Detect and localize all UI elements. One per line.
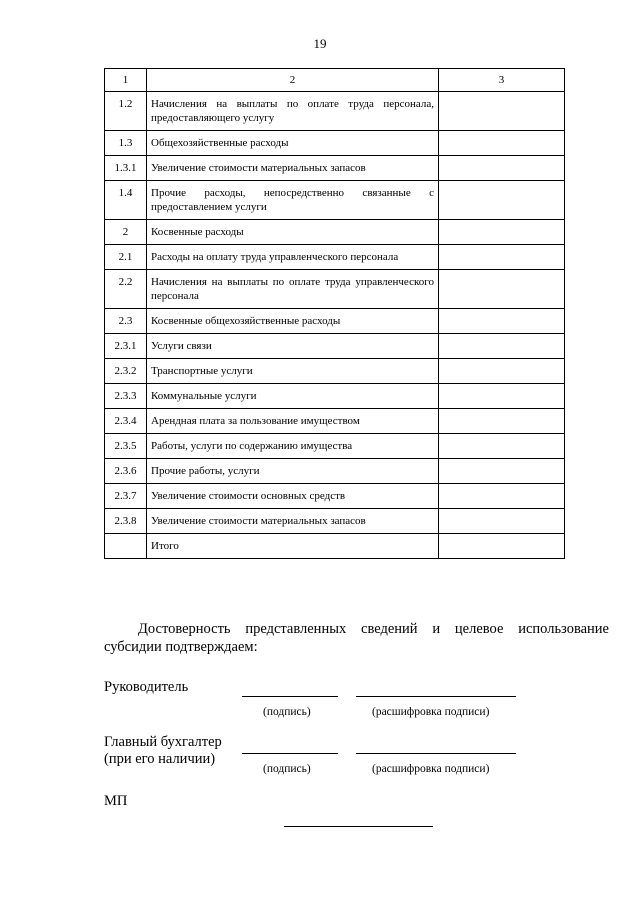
- row-value: [439, 220, 565, 245]
- table-row: [105, 181, 565, 220]
- row-number: 2.3.3: [105, 384, 147, 409]
- row-description: Транспортные услуги: [147, 359, 439, 384]
- head-signature-caption: (подпись): [263, 706, 311, 718]
- row-description: Косвенные общехозяйственные расходы: [147, 309, 439, 334]
- row-number: 2.3.5: [105, 434, 147, 459]
- table-row: [105, 245, 565, 270]
- row-value: [439, 270, 565, 309]
- row-number: 1.4: [105, 181, 147, 220]
- row-value: [439, 359, 565, 384]
- row-description: Услуги связи: [147, 334, 439, 359]
- row-description: Работы, услуги по содержанию имущества: [147, 434, 439, 459]
- row-value: [439, 509, 565, 534]
- table-row: [105, 220, 565, 245]
- header-col-3: 3: [439, 69, 565, 92]
- row-value: [439, 92, 565, 131]
- row-description: Общехозяйственные расходы: [147, 131, 439, 156]
- table-row: [105, 92, 565, 131]
- row-value: [439, 409, 565, 434]
- header-col-2: 2: [147, 69, 439, 92]
- row-number: 2.3.1: [105, 334, 147, 359]
- row-value: [439, 156, 565, 181]
- row-description: Прочие расходы, непосредственно связанные с предоставлением услуги: [147, 181, 439, 220]
- table-row: [105, 309, 565, 334]
- row-number: 2.3.4: [105, 409, 147, 434]
- confirmation-text: Достоверность представленных сведений и целевое использование субсидии подтверждаем:: [104, 621, 609, 655]
- accountant-label: Главный бухгалтер: [104, 734, 222, 750]
- row-value: [439, 309, 565, 334]
- row-number: 1.2: [105, 92, 147, 131]
- row-value: [439, 434, 565, 459]
- row-value: [439, 534, 565, 559]
- row-description: Коммунальные услуги: [147, 384, 439, 409]
- table-row: [105, 484, 565, 509]
- row-value: [439, 334, 565, 359]
- table-row: [105, 509, 565, 534]
- row-description: Косвенные расходы: [147, 220, 439, 245]
- table-row: [105, 334, 565, 359]
- table-row: [105, 359, 565, 384]
- row-number: 2: [105, 220, 147, 245]
- row-value: [439, 484, 565, 509]
- table-header-row: [105, 69, 565, 92]
- row-number: 2.3.6: [105, 459, 147, 484]
- table-row: [105, 270, 565, 309]
- table-row: [105, 409, 565, 434]
- row-description: Начисления на выплаты по оплате труда персонала, предоставляющего услугу: [147, 92, 439, 131]
- table-row: [105, 434, 565, 459]
- row-number: 2.3.8: [105, 509, 147, 534]
- head-label: Руководитель: [104, 679, 189, 695]
- row-description: Увеличение стоимости материальных запасов: [147, 156, 439, 181]
- row-description: Итого: [147, 534, 439, 559]
- row-description: Арендная плата за пользование имуществом: [147, 409, 439, 434]
- row-description: Увеличение стоимости материальных запасов: [147, 509, 439, 534]
- head-decoding-line: [356, 696, 516, 697]
- row-description: Увеличение стоимости основных средств: [147, 484, 439, 509]
- row-number: 1.3.1: [105, 156, 147, 181]
- bottom-line: [284, 826, 433, 827]
- row-number: 2.2: [105, 270, 147, 309]
- row-description: Расходы на оплату труда управленческого персонала: [147, 245, 439, 270]
- accountant-signature-line: [242, 753, 338, 754]
- row-value: [439, 245, 565, 270]
- row-number: 2.1: [105, 245, 147, 270]
- table-row: [105, 156, 565, 181]
- row-value: [439, 131, 565, 156]
- row-number: [105, 534, 147, 559]
- head-decoding-caption: (расшифровка подписи): [372, 706, 490, 718]
- stamp-label: МП: [104, 793, 128, 809]
- row-number: 2.3.2: [105, 359, 147, 384]
- table-row: [105, 459, 565, 484]
- header-col-1: 1: [105, 69, 147, 92]
- head-signature-line: [242, 696, 338, 697]
- expenses-table: [104, 68, 565, 559]
- row-value: [439, 459, 565, 484]
- accountant-decoding-line: [356, 753, 516, 754]
- table-row: [105, 131, 565, 156]
- row-description: Прочие работы, услуги: [147, 459, 439, 484]
- row-value: [439, 181, 565, 220]
- row-description: Начисления на выплаты по оплате труда управленческого персонала: [147, 270, 439, 309]
- accountant-decoding-caption: (расшифровка подписи): [372, 763, 490, 775]
- accountant-signature-caption: (подпись): [263, 763, 311, 775]
- table-row: [105, 384, 565, 409]
- row-number: 2.3: [105, 309, 147, 334]
- row-value: [439, 384, 565, 409]
- accountant-note: (при его наличии): [104, 751, 216, 767]
- row-number: 1.3: [105, 131, 147, 156]
- table-row: [105, 534, 565, 559]
- page-number: 19: [313, 36, 327, 51]
- row-number: 2.3.7: [105, 484, 147, 509]
